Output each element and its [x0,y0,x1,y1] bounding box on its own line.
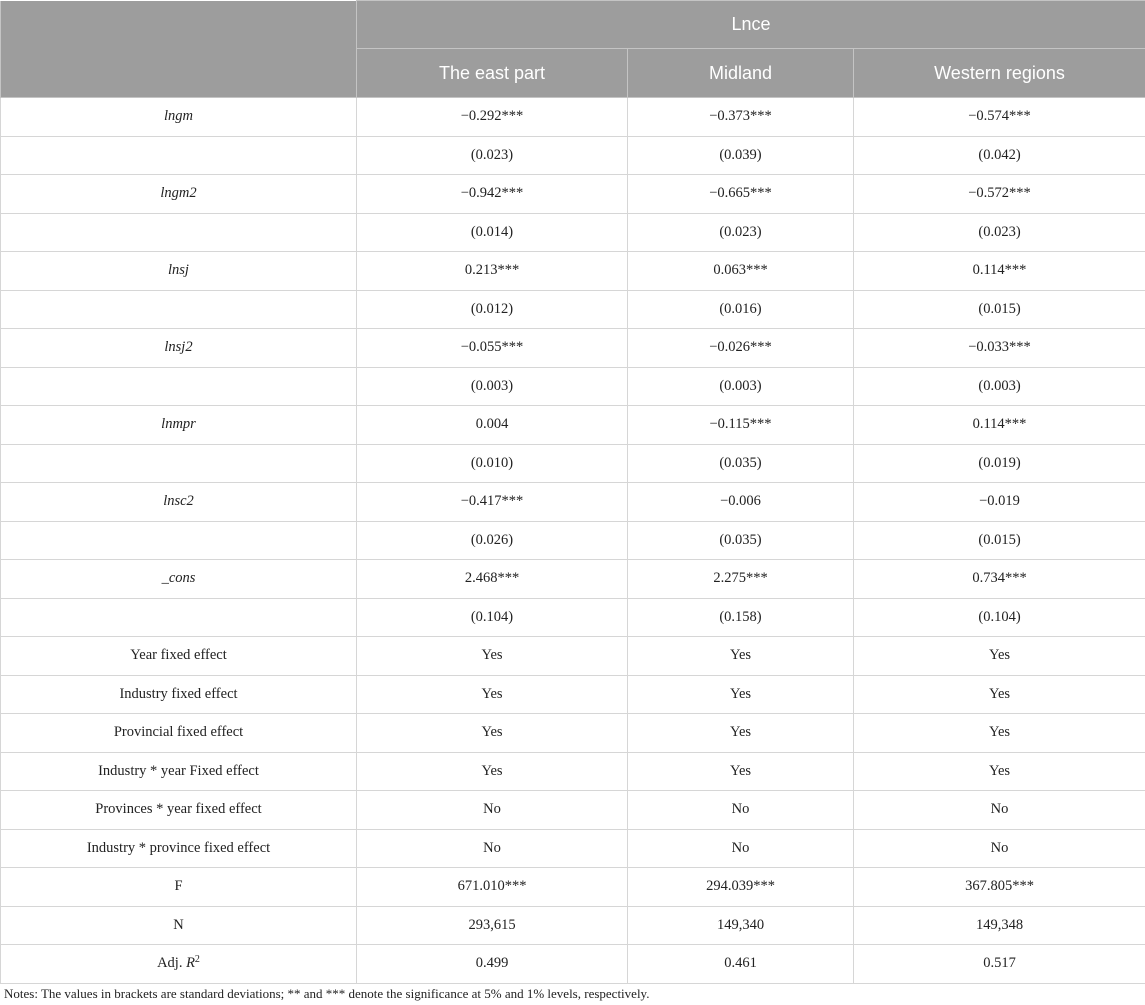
cell-east: −0.942*** [357,175,628,214]
row-label: Provincial fixed effect [1,714,357,753]
table-body [1,98,1145,984]
cell-western: −0.572*** [854,175,1145,214]
table-row [1,675,1145,714]
row-label: lnmpr [1,406,357,445]
row-label: lnsj2 [1,329,357,368]
cell-east: 2.468*** [357,560,628,599]
table-row [1,406,1145,445]
cell-east: (0.012) [357,290,628,329]
cell-midland: −0.026*** [628,329,854,368]
cell-western: 0.114*** [854,406,1145,445]
row-label [1,521,357,560]
cell-east: (0.010) [357,444,628,483]
row-label: N [1,906,357,945]
table-row [1,598,1145,637]
table-row [1,906,1145,945]
cell-east: 293,615 [357,906,628,945]
cell-midland: −0.665*** [628,175,854,214]
cell-east: No [357,829,628,868]
row-label: Provinces * year fixed effect [1,791,357,830]
row-label-adj-r2 [1,945,357,984]
row-label: lngm2 [1,175,357,214]
row-label [1,598,357,637]
row-label: _cons [1,560,357,599]
dependent-variable-header: Lnce [357,1,1145,49]
row-label: Industry * year Fixed effect [1,752,357,791]
row-label: Industry * province fixed effect [1,829,357,868]
cell-midland: (0.016) [628,290,854,329]
column-header-midland: Midland [628,49,854,98]
cell-east: Yes [357,714,628,753]
header-corner-cell [1,1,357,98]
table-row [1,290,1145,329]
cell-midland: −0.006 [628,483,854,522]
table-row [1,637,1145,676]
row-label: Year fixed effect [1,637,357,676]
cell-midland: Yes [628,675,854,714]
cell-western: −0.574*** [854,98,1145,137]
cell-midland: −0.115*** [628,406,854,445]
table-row [1,175,1145,214]
cell-western: (0.003) [854,367,1145,406]
adj-r2-symbol: R [186,955,195,972]
table-header [1,1,1145,98]
cell-east: (0.104) [357,598,628,637]
table-row [1,868,1145,907]
cell-western: Yes [854,714,1145,753]
row-label: lnsc2 [1,483,357,522]
cell-east: (0.014) [357,213,628,252]
cell-midland: (0.039) [628,136,854,175]
table-row [1,714,1145,753]
cell-midland: −0.373*** [628,98,854,137]
adj-r2-western: 0.517 [854,945,1145,984]
cell-western: (0.104) [854,598,1145,637]
cell-midland: (0.035) [628,521,854,560]
table-row [1,444,1145,483]
cell-midland: 0.063*** [628,252,854,291]
row-label: lnsj [1,252,357,291]
cell-midland: Yes [628,714,854,753]
table-row [1,791,1145,830]
cell-western: 0.734*** [854,560,1145,599]
cell-midland: Yes [628,637,854,676]
cell-midland: (0.158) [628,598,854,637]
column-header-western: Western regions [854,49,1145,98]
table-notes: Notes: The values in brackets are standard deviations; ** and *** denote the significance at 5% and 1% levels, respectively. [4,986,650,1001]
cell-western: (0.042) [854,136,1145,175]
table-row [1,521,1145,560]
cell-east: Yes [357,675,628,714]
column-header-east: The east part [357,49,628,98]
table-row [1,213,1145,252]
table-row [1,329,1145,368]
cell-east: (0.023) [357,136,628,175]
cell-western: (0.015) [854,290,1145,329]
table-row [1,483,1145,522]
table-row [1,367,1145,406]
cell-western: No [854,829,1145,868]
cell-midland: 2.275*** [628,560,854,599]
cell-midland: (0.023) [628,213,854,252]
row-label [1,136,357,175]
cell-midland: (0.035) [628,444,854,483]
row-label [1,213,357,252]
row-label [1,367,357,406]
cell-midland: 294.039*** [628,868,854,907]
adj-r2-east: 0.499 [357,945,628,984]
cell-east: −0.292*** [357,98,628,137]
cell-western: (0.015) [854,521,1145,560]
cell-east: (0.026) [357,521,628,560]
cell-midland: No [628,829,854,868]
cell-midland: No [628,791,854,830]
cell-east: 0.213*** [357,252,628,291]
row-label: lngm [1,98,357,137]
row-label: Industry fixed effect [1,675,357,714]
cell-western: (0.019) [854,444,1145,483]
cell-western: −0.019 [854,483,1145,522]
table-row [1,752,1145,791]
table-row [1,136,1145,175]
cell-western: 0.114*** [854,252,1145,291]
cell-east: 0.004 [357,406,628,445]
table-row-adj-r2 [1,945,1145,984]
cell-western: −0.033*** [854,329,1145,368]
table-row [1,252,1145,291]
cell-east: No [357,791,628,830]
cell-east: 671.010*** [357,868,628,907]
cell-western: Yes [854,675,1145,714]
adj-r2-midland: 0.461 [628,945,854,984]
cell-midland: 149,340 [628,906,854,945]
cell-east: Yes [357,752,628,791]
cell-east: (0.003) [357,367,628,406]
cell-east: Yes [357,637,628,676]
cell-western: (0.023) [854,213,1145,252]
cell-western: 149,348 [854,906,1145,945]
cell-east: −0.055*** [357,329,628,368]
cell-western: 367.805*** [854,868,1145,907]
table-row [1,829,1145,868]
table-row [1,98,1145,137]
cell-western: Yes [854,752,1145,791]
adj-r2-prefix: Adj. [157,955,187,972]
cell-western: Yes [854,637,1145,676]
row-label: F [1,868,357,907]
cell-midland: Yes [628,752,854,791]
cell-western: No [854,791,1145,830]
cell-midland: (0.003) [628,367,854,406]
row-label [1,290,357,329]
row-label [1,444,357,483]
cell-east: −0.417*** [357,483,628,522]
adj-r2-superscript: 2 [194,954,200,966]
table-row [1,560,1145,599]
